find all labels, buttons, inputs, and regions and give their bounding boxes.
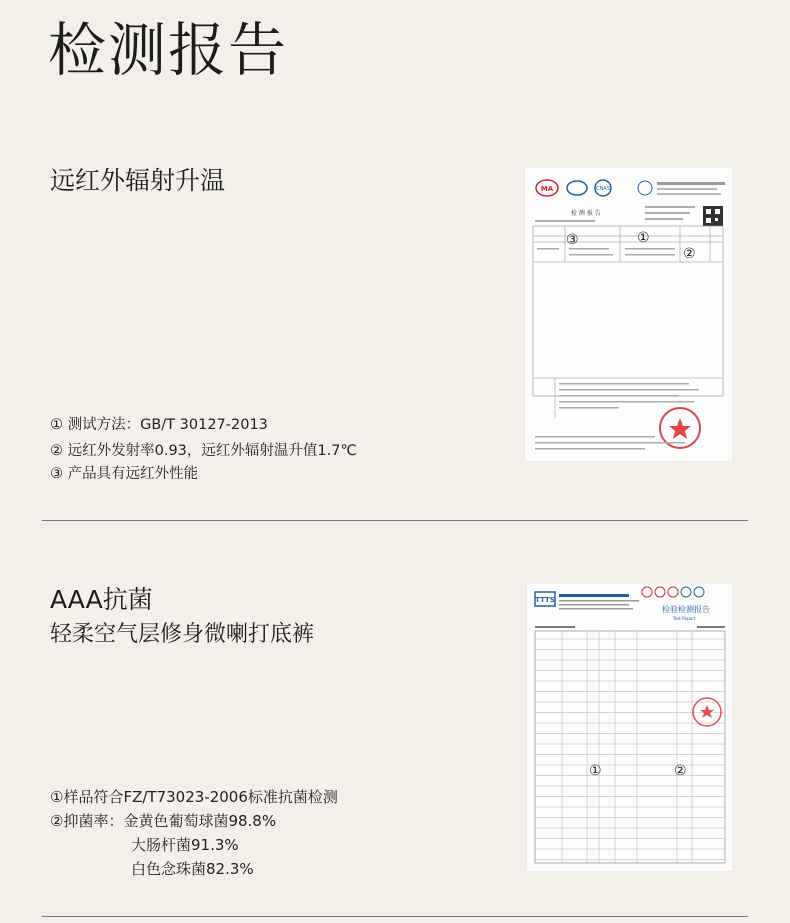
section2-line-2: ②抑菌率：金黄色葡萄球菌98.8% bbox=[50, 812, 277, 830]
svg-text:TTTS: TTTS bbox=[535, 596, 555, 604]
report-2-marker-1: ① bbox=[589, 763, 602, 779]
ilac-logo-icon bbox=[567, 181, 587, 195]
section-divider-1 bbox=[42, 520, 748, 521]
red-seal-stamp-icon-2 bbox=[693, 698, 721, 726]
report-1-drawing bbox=[525, 168, 732, 461]
report-1-heading: 检 测 报 告 bbox=[571, 210, 601, 217]
report-1-marker-3: ③ bbox=[566, 232, 579, 248]
section2-line-3: 大肠杆菌91.3% bbox=[131, 836, 239, 854]
section1-line-3: ③ 产品具有远红外性能 bbox=[50, 466, 199, 482]
antibacterial-test-report-image bbox=[527, 584, 732, 871]
svg-text:CNAS: CNAS bbox=[596, 186, 610, 192]
report-1-marker-2: ② bbox=[683, 246, 696, 262]
report-1-marker-1: ① bbox=[637, 230, 650, 246]
report-2-marker-2: ② bbox=[674, 763, 687, 779]
section2-line-4: 白色念珠菌82.3% bbox=[131, 860, 254, 878]
section2-line-1: ①样品符合FZ/T73023-2006标准抗菌检测 bbox=[50, 788, 338, 806]
ma-logo-icon bbox=[536, 180, 558, 196]
report-2-heading: 检验检测报告 bbox=[662, 605, 710, 614]
ttts-logo-icon bbox=[535, 592, 555, 606]
section-title-antibacterial: AAA抗菌 bbox=[50, 585, 153, 614]
report-2-subheading: Test Report bbox=[673, 616, 696, 621]
report-2-drawing bbox=[527, 584, 732, 871]
section1-line-1: ① 测试方法：GB/T 30127-2013 bbox=[50, 417, 268, 433]
institute-logo-icon bbox=[638, 181, 725, 195]
svg-text:MA: MA bbox=[540, 185, 554, 193]
certification-logos-icon bbox=[642, 587, 704, 597]
far-infrared-test-report-image bbox=[525, 168, 732, 461]
section-divider-2 bbox=[42, 916, 748, 917]
page-title: 检测报告 bbox=[48, 16, 289, 84]
section1-line-2: ② 远红外发射率0.93，远红外辐射温升值1.7℃ bbox=[50, 443, 357, 459]
cnas-logo-icon bbox=[595, 180, 611, 196]
section-title-far-infrared: 远红外辐射升温 bbox=[50, 166, 226, 195]
qr-code-icon bbox=[703, 206, 723, 226]
section-subtitle-product: 轻柔空气层修身微喇打底裤 bbox=[50, 622, 315, 647]
